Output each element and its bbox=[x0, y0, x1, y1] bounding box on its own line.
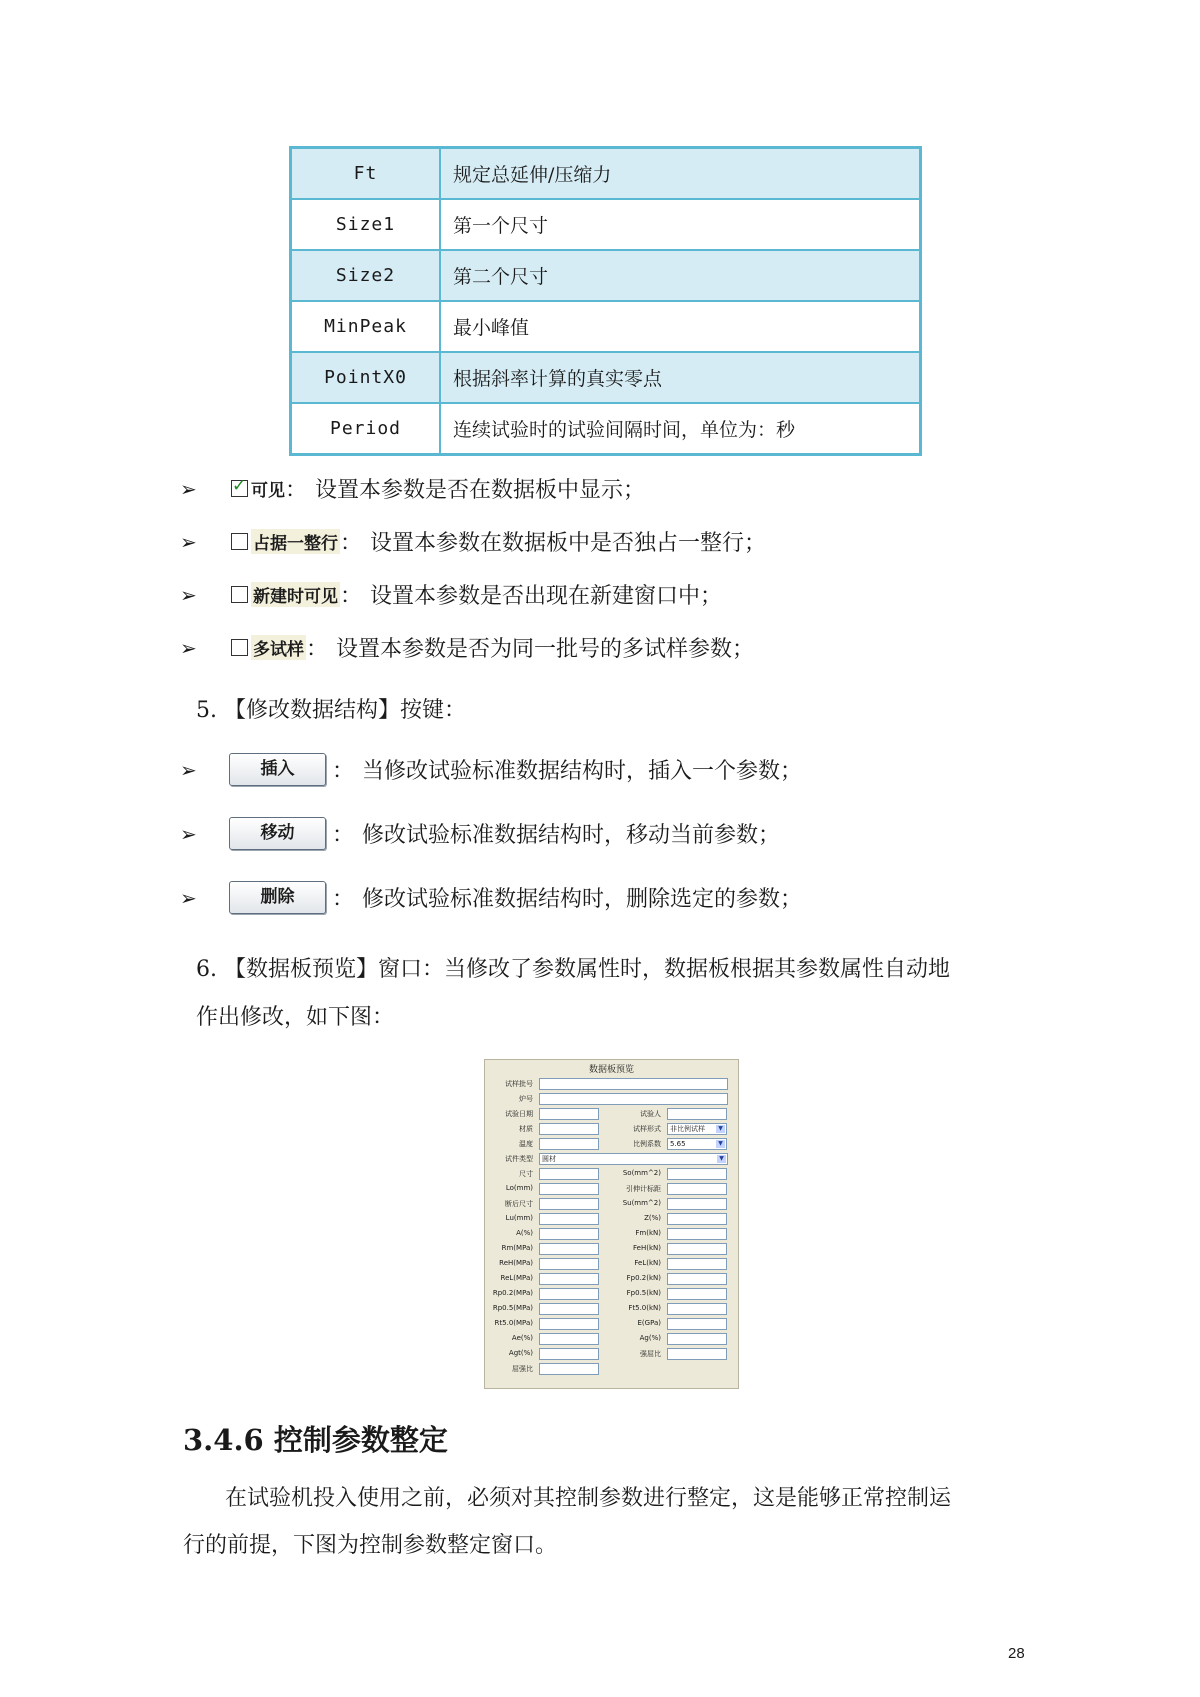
preview-field-label: 炉号 bbox=[519, 1095, 533, 1103]
param-name-cell: Size2 bbox=[291, 250, 441, 301]
preview-input-field[interactable] bbox=[667, 1333, 727, 1345]
preview-field-label: Fp0.5(kN) bbox=[626, 1289, 661, 1297]
multi-sample-checkbox[interactable] bbox=[231, 635, 306, 660]
checkbox-checked-icon bbox=[231, 480, 248, 497]
preview-field-value: 圆材 bbox=[542, 1155, 556, 1163]
preview-field-label: Z(%) bbox=[644, 1214, 661, 1222]
preview-field-label: 试样批号 bbox=[505, 1080, 533, 1088]
preview-input-field[interactable] bbox=[667, 1183, 727, 1195]
bullet-desc: 设置本参数是否出现在新建窗口中； bbox=[370, 584, 723, 609]
move-button[interactable]: 移动 bbox=[229, 817, 326, 850]
preview-field-label: 试验人 bbox=[640, 1110, 661, 1118]
preview-field-label: FeL(kN) bbox=[634, 1259, 661, 1267]
preview-input-field[interactable] bbox=[539, 1273, 599, 1285]
param-name-cell: Size1 bbox=[291, 199, 441, 250]
preview-field-label: Rp0.5(MPa) bbox=[492, 1304, 533, 1312]
checkbox-unchecked-icon bbox=[231, 586, 248, 603]
preview-input-field[interactable] bbox=[539, 1333, 599, 1345]
bullet-visible: ➢ ✓ 可见 ： 设置本参数是否在数据板中显示； bbox=[180, 473, 645, 504]
param-desc-cell: 第一个尺寸 bbox=[440, 199, 921, 250]
preview-field-label: 屈强比 bbox=[512, 1365, 533, 1373]
preview-field-label: 强屈比 bbox=[640, 1350, 661, 1358]
bullet-full-row: ➢ 占据一整行 ： 设置本参数在数据板中是否独占一整行； bbox=[180, 526, 766, 557]
preview-field-label: E(GPa) bbox=[637, 1319, 661, 1327]
bullet-new-visible: ➢ 新建时可见 ： 设置本参数是否出现在新建窗口中； bbox=[180, 579, 722, 610]
bullet-arrow-icon: ➢ bbox=[180, 635, 197, 660]
preview-input-field[interactable] bbox=[539, 1108, 599, 1120]
preview-field-value: 5.65 bbox=[670, 1140, 686, 1148]
preview-input-field[interactable] bbox=[539, 1318, 599, 1330]
preview-select-field[interactable] bbox=[667, 1123, 727, 1135]
bullet-arrow-icon: ➢ bbox=[180, 582, 197, 607]
preview-input-field[interactable] bbox=[667, 1258, 727, 1270]
preview-input-field[interactable] bbox=[539, 1078, 728, 1090]
preview-input-field[interactable] bbox=[667, 1228, 727, 1240]
param-name-cell: Ft bbox=[291, 148, 441, 200]
preview-input-field[interactable] bbox=[539, 1093, 728, 1105]
preview-input-field[interactable] bbox=[539, 1183, 599, 1195]
table-row bbox=[291, 250, 921, 301]
bullet-arrow-icon: ➢ bbox=[180, 885, 197, 910]
bullet-delete: ➢ 删除 ： 修改试验标准数据结构时，删除选定的参数； bbox=[180, 881, 802, 914]
preview-input-field[interactable] bbox=[539, 1138, 599, 1150]
preview-field-label: Ft5.0(kN) bbox=[628, 1304, 661, 1312]
param-name-cell: PointX0 bbox=[291, 352, 441, 403]
bullet-arrow-icon: ➢ bbox=[180, 529, 197, 554]
dropdown-arrow-icon[interactable]: ▼ bbox=[716, 1140, 725, 1148]
section-6-line-2: 作出修改，如下图： bbox=[196, 1005, 395, 1030]
preview-field-label: So(mm^2) bbox=[622, 1169, 661, 1177]
full-row-checkbox-label: 占据一整行 bbox=[251, 529, 340, 554]
bullet-arrow-icon: ➢ bbox=[180, 476, 197, 501]
preview-input-field[interactable] bbox=[539, 1288, 599, 1300]
bullet-desc: 设置本参数是否在数据板中显示； bbox=[315, 478, 646, 503]
checkbox-unchecked-icon bbox=[231, 639, 248, 656]
preview-input-field[interactable] bbox=[539, 1123, 599, 1135]
table-row bbox=[291, 199, 921, 250]
preview-field-value: 非比例试样 bbox=[670, 1125, 705, 1133]
preview-input-field[interactable] bbox=[539, 1213, 599, 1225]
preview-field-label: 试验日期 bbox=[505, 1110, 533, 1118]
parameter-table bbox=[289, 146, 922, 456]
bullet-desc: 设置本参数在数据板中是否独占一整行； bbox=[370, 531, 767, 556]
preview-input-field[interactable] bbox=[667, 1168, 727, 1180]
visible-checkbox-label: 可见 bbox=[251, 481, 285, 501]
table-row bbox=[291, 352, 921, 403]
dropdown-arrow-icon[interactable]: ▼ bbox=[716, 1125, 725, 1133]
bullet-arrow-icon: ➢ bbox=[180, 821, 197, 846]
data-board-preview-window bbox=[484, 1059, 739, 1389]
bullet-desc: 修改试验标准数据结构时，移动当前参数； bbox=[362, 823, 781, 848]
preview-field-label: Ae(%) bbox=[511, 1334, 533, 1342]
preview-input-field[interactable] bbox=[539, 1198, 599, 1210]
bullet-desc: 设置本参数是否为同一批号的多试样参数； bbox=[336, 637, 755, 662]
preview-field-label: 试件类型 bbox=[505, 1155, 533, 1163]
body-line-2: 行的前提，下图为控制参数整定窗口。 bbox=[183, 1533, 558, 1558]
preview-field-label: ReL(MPa) bbox=[500, 1274, 533, 1282]
checkbox-unchecked-icon bbox=[231, 533, 248, 550]
preview-input-field[interactable] bbox=[667, 1213, 727, 1225]
preview-field-label: A(%) bbox=[516, 1229, 533, 1237]
table-row bbox=[291, 148, 921, 200]
preview-input-field[interactable] bbox=[667, 1198, 727, 1210]
preview-input-field[interactable] bbox=[539, 1258, 599, 1270]
preview-select-field[interactable] bbox=[539, 1153, 728, 1165]
preview-input-field[interactable] bbox=[539, 1243, 599, 1255]
preview-input-field[interactable] bbox=[667, 1243, 727, 1255]
preview-field-label: Rt5.0(MPa) bbox=[494, 1319, 533, 1327]
section-heading: 3.4.6 控制参数整定 bbox=[183, 1423, 448, 1457]
preview-input-field[interactable] bbox=[667, 1318, 727, 1330]
preview-field-label: 温度 bbox=[519, 1140, 533, 1148]
section-5-heading: 5. 【修改数据结构】按键： bbox=[196, 698, 466, 723]
section-6-line-1: 6. 【数据板预览】窗口：当修改了参数属性时，数据板根据其参数属性自动地 bbox=[196, 957, 950, 982]
preview-field-label: 试样形式 bbox=[633, 1125, 661, 1133]
param-desc-cell: 规定总延伸/压缩力 bbox=[440, 148, 921, 200]
preview-field-label: ReH(MPa) bbox=[499, 1259, 533, 1267]
page-number: 28 bbox=[1008, 1645, 1025, 1662]
bullet-desc: 当修改试验标准数据结构时，插入一个参数； bbox=[362, 759, 803, 784]
body-line-1: 在试验机投入使用之前，必须对其控制参数进行整定，这是能够正常控制运 bbox=[225, 1486, 952, 1511]
preview-field-label: Lu(mm) bbox=[505, 1214, 533, 1222]
param-desc-cell: 连续试验时的试验间隔时间，单位为：秒 bbox=[440, 403, 921, 455]
table-row bbox=[291, 403, 921, 455]
bullet-insert: ➢ 插入 ： 当修改试验标准数据结构时，插入一个参数； bbox=[180, 753, 802, 786]
preview-input-field[interactable] bbox=[667, 1108, 727, 1120]
preview-field-label: 材质 bbox=[519, 1125, 533, 1133]
preview-input-field[interactable] bbox=[667, 1273, 727, 1285]
table-row bbox=[291, 301, 921, 352]
preview-input-field[interactable] bbox=[667, 1348, 727, 1360]
preview-field-label: Ag(%) bbox=[639, 1334, 661, 1342]
param-desc-cell: 最小峰值 bbox=[440, 301, 921, 352]
full-row-checkbox[interactable] bbox=[231, 529, 340, 554]
preview-field-label: Agt(%) bbox=[508, 1349, 533, 1357]
preview-field-label: Lo(mm) bbox=[505, 1184, 533, 1192]
new-visible-checkbox[interactable] bbox=[231, 582, 340, 607]
preview-input-field[interactable] bbox=[539, 1348, 599, 1360]
multi-sample-checkbox-label: 多试样 bbox=[251, 635, 306, 660]
bullet-arrow-icon: ➢ bbox=[180, 757, 197, 782]
preview-field-label: Fm(kN) bbox=[635, 1229, 661, 1237]
preview-field-label: FeH(kN) bbox=[633, 1244, 661, 1252]
delete-button[interactable]: 删除 bbox=[229, 881, 326, 914]
bullet-multi-sample: ➢ 多试样 ： 设置本参数是否为同一批号的多试样参数； bbox=[180, 632, 754, 663]
preview-input-field[interactable] bbox=[539, 1303, 599, 1315]
param-desc-cell: 第二个尺寸 bbox=[440, 250, 921, 301]
param-name-cell: MinPeak bbox=[291, 301, 441, 352]
preview-input-field[interactable] bbox=[539, 1363, 599, 1375]
preview-field-label: 尺寸 bbox=[519, 1170, 533, 1178]
new-visible-checkbox-label: 新建时可见 bbox=[251, 582, 340, 607]
preview-field-label: Rm(MPa) bbox=[501, 1244, 533, 1252]
preview-input-field[interactable] bbox=[667, 1288, 727, 1300]
param-desc-cell: 根据斜率计算的真实零点 bbox=[440, 352, 921, 403]
preview-field-label: 断后尺寸 bbox=[505, 1200, 533, 1208]
preview-select-field[interactable] bbox=[667, 1138, 727, 1150]
dropdown-arrow-icon[interactable]: ▼ bbox=[717, 1155, 726, 1163]
preview-input-field[interactable] bbox=[667, 1303, 727, 1315]
bullet-move: ➢ 移动 ： 修改试验标准数据结构时，移动当前参数； bbox=[180, 817, 780, 850]
preview-field-label: Rp0.2(MPa) bbox=[492, 1289, 533, 1297]
preview-field-label: 引伸计标距 bbox=[626, 1185, 661, 1193]
preview-input-field[interactable] bbox=[539, 1228, 599, 1240]
preview-field-label: 比例系数 bbox=[633, 1140, 661, 1148]
insert-button[interactable]: 插入 bbox=[229, 753, 326, 786]
preview-field-label: Fp0.2(kN) bbox=[626, 1274, 661, 1282]
preview-title: 数据板预览 bbox=[588, 1065, 634, 1075]
param-name-cell: Period bbox=[291, 403, 441, 455]
preview-input-field[interactable] bbox=[539, 1168, 599, 1180]
bullet-desc: 修改试验标准数据结构时，删除选定的参数； bbox=[362, 887, 803, 912]
preview-field-label: Su(mm^2) bbox=[622, 1199, 661, 1207]
visible-checkbox[interactable] bbox=[231, 476, 285, 501]
